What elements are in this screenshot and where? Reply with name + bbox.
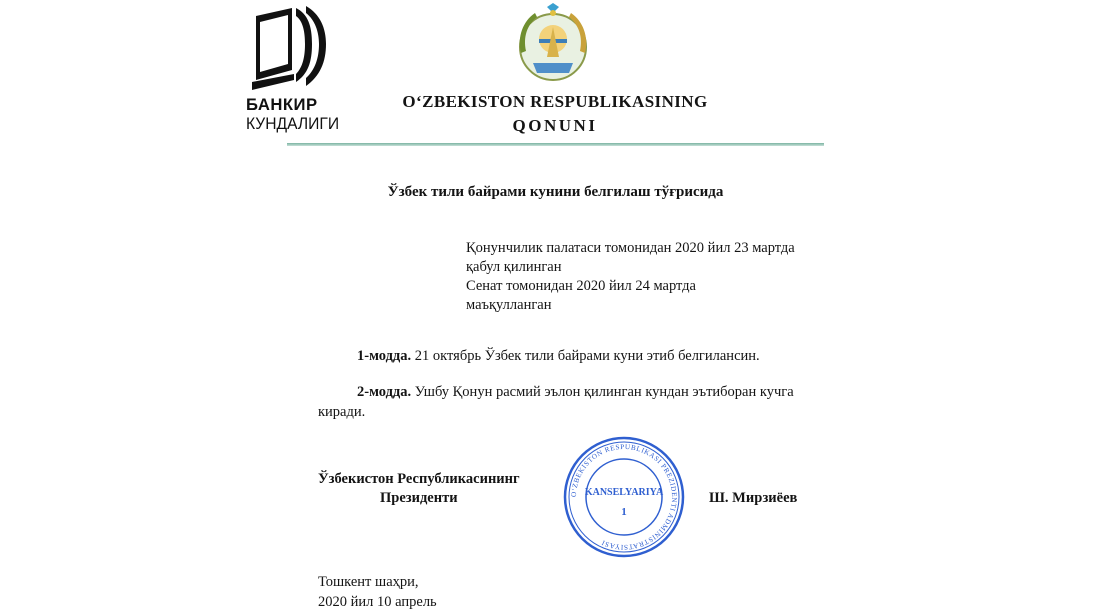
document-title: Ўзбек тили байрами кунини белгилаш тўғрисида	[387, 184, 724, 200]
adoption-line-4: маъқулланган	[466, 297, 552, 313]
logo-text-line1: БАНКИР	[246, 95, 318, 114]
logo-text-line2: КУНДАЛИГИ	[246, 114, 340, 133]
book-icon	[246, 4, 336, 96]
header-divider	[287, 143, 824, 146]
article-2	[357, 382, 794, 402]
signatory-title-line1: Ўзбекистон Республикасининг	[318, 471, 520, 487]
article-1-label: 1-модда.	[357, 348, 412, 364]
article-1	[357, 346, 760, 366]
stamp-number: 1	[621, 506, 627, 518]
header-line2: QONUNI	[512, 116, 598, 135]
stamp-center-label: KANSELYARIYA	[584, 487, 664, 498]
official-stamp	[562, 435, 686, 559]
header-line1: O‘ZBEKISTON RESPUBLIKASINING	[402, 92, 708, 111]
signatory-name: Ш. Мирзиёев	[709, 490, 798, 506]
place-of-signing: Тошкент шаҳри,	[318, 574, 419, 590]
date-of-signing: 2020 йил 10 апрель	[318, 594, 437, 610]
article-2-continuation: киради.	[318, 404, 366, 420]
adoption-line-2: қабул қилинган	[466, 259, 562, 275]
state-emblem-icon	[507, 3, 599, 87]
signatory-title-line2: Президенти	[380, 490, 458, 506]
stamp-ring-text: O‘ZBEKISTON RESPUBLIKASI PREZIDENTI ADMINISTRATSIYASI	[569, 442, 679, 552]
article-1-text: 21 октябрь Ўзбек тили байрами куни этиб белгилансин.	[411, 348, 760, 364]
adoption-line-1: Қонунчилик палатаси томонидан 2020 йил 23 мартда	[466, 240, 795, 256]
adoption-line-3: Сенат томонидан 2020 йил 24 мартда	[466, 278, 696, 294]
article-2-text: Ушбу Қонун расмий эълон қилинган кундан эътиборан кучга	[411, 384, 794, 400]
article-2-label: 2-модда.	[357, 384, 412, 400]
